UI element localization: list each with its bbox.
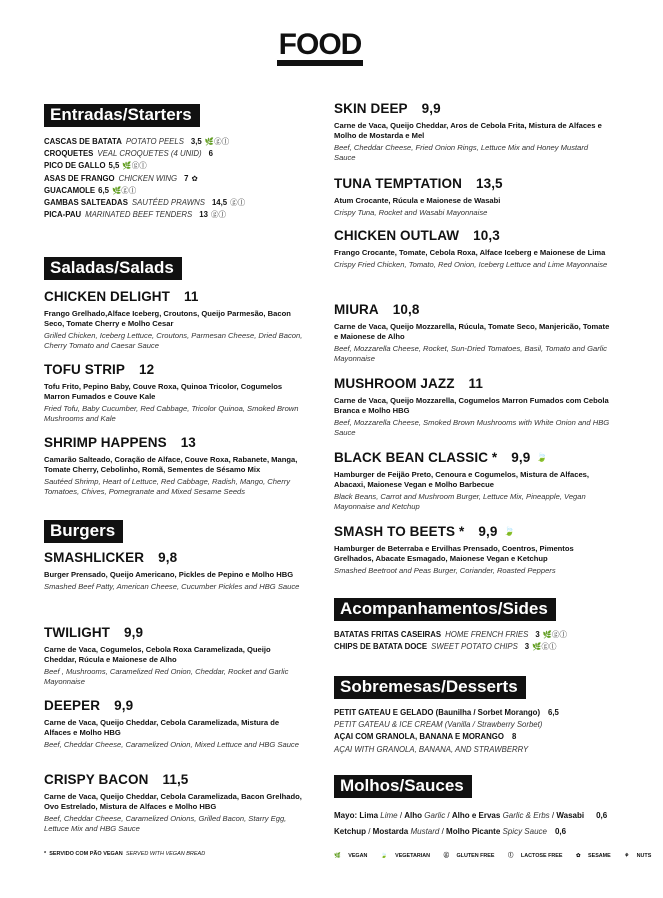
menu-item: MIURA 10,8 Carne de Vaca, Queijo Mozzarella, Rúcula, Tomate Seco, Manjericão, Tomate e Maionese de Alho Beef, Mozzarella Cheese, Rocket, Sun-Dried Tomatoes, Basil, Tomato and Garlic Mayonnaise [334,302,610,363]
list-item: PICA-PAU MARINATED BEEF TENDERS 13 ⓖⓛ [44,210,226,220]
page-title: FOOD [0,28,640,66]
diet-icons: 🌿ⓖⓛ [532,642,557,652]
sides-list [334,629,610,653]
burgers-heading: Burgers [44,520,123,543]
list-item: PETIT GATEAU E GELADO (Baunilha / Sorbet Morango) 6,5 [334,708,559,717]
vegetarian-icon: 🍃 [503,526,515,536]
starters-list [44,136,304,221]
legend [334,851,663,859]
sesame-icon: ✿ [191,173,198,183]
menu-item: SMASHLICKER 9,8 Burger Prensado, Queijo Americano, Pickles de Pepino e Molho HBG Smashed Beef Patty, American Cheese, Cucumber Pickles and HBG Sauce [44,550,300,591]
nuts-icon: ⚘ NUTS [624,853,652,859]
menu-item: CRISPY BACON 11,5 Carne de Vaca, Queijo Cheddar, Cebola Caramelizada, Bacon Grelhado, Ovo Estrelado, Mistura de Alfaces e Molho HBG Beef, Cheddar Cheese, Caramelized Onions, Grilled Bacon, Starry Egg, Lettuce Mix and HBG Sauce [44,772,302,833]
list-item: GUACAMOLE 6,5 🌿ⓖⓛ [44,185,137,195]
list-item: CHIPS DE BATATA DOCE SWEET POTATO CHIPS 3 🌿ⓖⓛ [334,642,557,652]
list-item: BATATAS FRITAS CASEIRAS HOME FRENCH FRIES 3 🌿ⓖⓛ [334,630,567,639]
gluten-free-icon: ⓖ GLUTEN FREE [443,853,495,859]
menu-item: SMASH TO BEETS * 9,9 🍃 Hamburger de Beterraba e Ervilhas Prensado, Coentros, Pimentos Grelhados, Abacate Esmagado, Maionese Vegan e Ketchup Smashed Beetroot and Peas Burger, Coriander, Roasted Peppers [334,524,574,575]
list-item-en: PETIT GATEAU & ICE CREAM (Vanilla / Strawberry Sorbet) [334,720,543,730]
list-item: Ketchup / Mostarda Mustard / Molho Picante Spicy Sauce 0,6 [334,827,567,836]
list-item: CROQUETES VEAL CROQUETES (4 UNID) 6 [44,149,214,159]
diet-icons: 🌿ⓖⓛ [111,185,137,195]
diet-icons: ⓖⓛ [230,198,246,208]
menu-item: BLACK BEAN CLASSIC * 9,9 🍃 Hamburger de Feijão Preto, Cenoura e Cogumelos, Mistura de Alfaces, Abacaxi, Maionese Vegan e Molho Barbecue Black Beans, Carrot and Mushroom Burger, Lettuce Mix, Pineapple, Vegan Mayonnaise and Ketchup [334,450,590,511]
sesame-icon: ✿ SESAME [575,853,611,859]
menu-item: CHICKEN DELIGHT 11 Frango Grelhado,Alface Iceberg, Croutons, Queijo Parmesão, Bacon Seco, Tomate Cherry e Molho Cesar Grilled Chicken, Iceberg Lettuce, Croutons, Parmesan Cheese, Dried Bacon, Cherry Tomato and Caesar Sauce [44,289,303,350]
menu-item: TOFU STRIP 12 Tofu Frito, Pepino Baby, Couve Roxa, Quinoa Tricolor, Cogumelos Marron Fumados e Couve Kale Fried Tofu, Baby Cucumber, Red Cabbage, Tricolor Quinoa, Smoked Brown Mushrooms and Kale [44,362,299,423]
list-item-en: AÇAI WITH GRANOLA, BANANA, AND STRAWBERRY [334,744,529,754]
sauces-heading: Molhos/Sauces [334,775,472,798]
sauces-list [334,808,610,840]
diet-icons: 🌿ⓖⓛ [204,137,230,146]
list-item: ASAS DE FRANGO CHICKEN WING 7 ✿ [44,173,198,183]
menu-item: CHICKEN OUTLAW 10,3 Frango Crocante, Tomate, Cebola Roxa, Alface Iceberg e Maionese de Lima Crispy Fried Chicken, Tomato, Red Onion, Iceberg Lettuce and Lime Mayonnaise [334,228,608,269]
menu-item: SKIN DEEP 9,9 Carne de Vaca, Queijo Cheddar, Aros de Cebola Frita, Mistura de Alfaces e Molho de Mostarda e Mel Beef, Cheddar Cheese, Fried Onion Rings, Lettuce Mix and Honey Mustard Sauce [334,101,602,162]
menu-item: SHRIMP HAPPENS 13 Camarão Salteado, Coração de Alface, Couve Roxa, Rabanete, Manga, Tomate Cherry, Cebolinho, Romã, Sementes de Sésamo Mix Sautéed Shrimp, Heart of Lettuce, Red Cabbage, Radish, Mango, Cherry Tomatoes, Chives, Pomegranate and Mixed Sesame Seeds [44,435,298,496]
starters-heading: Entradas/Starters [44,104,200,127]
diet-icons: 🌿ⓖⓛ [122,161,147,171]
diet-icons: 🌿ⓖⓛ [542,630,567,639]
list-item: Mayo: Lima Lime / Alho Garlic / Alho e Ervas Garlic & Erbs / Wasabi 0,6 [334,811,608,820]
desserts-heading: Sobremesas/Desserts [334,676,526,699]
list-item: AÇAI COM GRANOLA, BANANA E MORANGO 8 [334,732,517,742]
menu-item: DEEPER 9,9 Carne de Vaca, Queijo Cheddar, Cebola Caramelizada, Mistura de Alfaces e Molho HBG Beef, Cheddar Cheese, Caramelized Onion, Mixed Lettuce and HBG Sauce [44,698,299,749]
salads-heading: Saladas/Salads [44,257,182,280]
vegetarian-icon: 🍃 [536,452,548,462]
lactose-free-icon: ⓛ LACTOSE FREE [508,853,563,859]
footnote: * SERVIDO COM PÃO VEGAN SERVED WITH VEGAN BREAD [44,851,206,857]
menu-item: MUSHROOM JAZZ 11 Carne de Vaca, Queijo Mozzarella, Cogumelos Marron Fumados com Cebola Branca e Molho HBG Beef, Mozzarella Cheese, Smoked Brown Mushrooms with White Onion and HBG Sauce [334,376,610,437]
diet-icons: ⓖⓛ [210,210,226,220]
sides-heading: Acompanhamentos/Sides [334,598,556,621]
list-item: CASCAS DE BATATA POTATO PEELS 3,5 🌿ⓖⓛ [44,137,230,146]
list-item: GAMBAS SALTEADAS SAUTÉED PRAWNS 14,5 ⓖⓛ [44,198,246,208]
menu-item: TWILIGHT 9,9 Carne de Vaca, Cogumelos, Cebola Roxa Caramelizada, Queijo Cheddar, Rúcula e Maionese de Alho Beef , Mushrooms, Caramelized Red Onion, Cheddar, Rocket and Garlic Mayonnaise [44,625,289,686]
vegan-icon: 🌿 VEGAN [334,853,368,859]
vegetarian-icon: 🍃 VEGETARIAN [380,853,431,859]
menu-item: TUNA TEMPTATION 13,5 Atum Crocante, Rúcula e Maionese de Wasabi Crispy Tuna, Rocket and Wasabi Mayonnaise [334,176,503,217]
list-item: PICO DE GALLO 5,5 🌿ⓖⓛ [44,161,147,171]
desserts-list [334,707,610,756]
